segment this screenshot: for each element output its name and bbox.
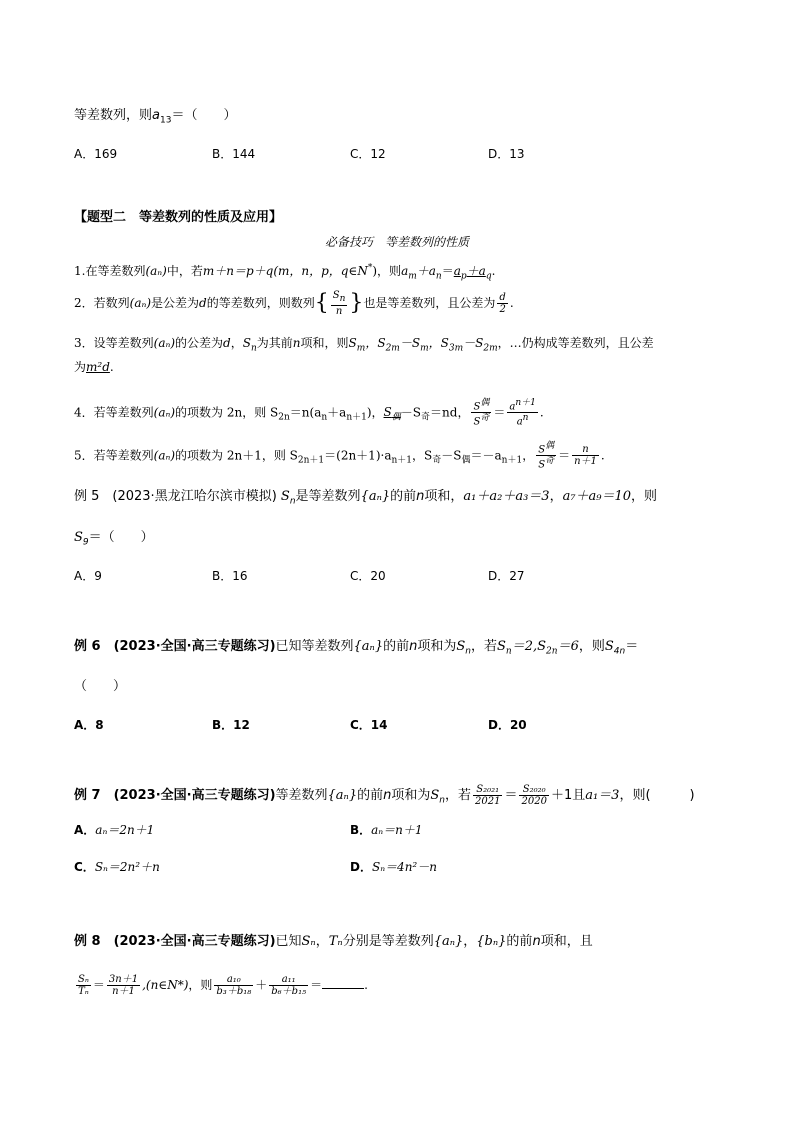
example-6-stem: 例 6 (2023·全国·高三专题练习)已知等差数列{aₙ}的前n项和为$S_n$，若$S_n=2,S_{2n}=6$，则$S_{4n}=$ [74,639,639,657]
math: n [292,336,301,350]
math-seq: (aₙ) [153,448,176,463]
example-6-stem-cont: （ ） [74,679,127,694]
math-seq: {aₙ} [327,788,358,803]
option-c: C．14 [350,718,388,732]
option-b: B．144 [212,147,256,161]
text: 的公差为 [175,336,224,350]
text: 为 [74,360,87,374]
section-subtitle: 必备技巧 等差数列的性质 [324,235,469,249]
option-b: B．16 [212,569,248,583]
math: S [242,336,251,350]
fraction-s-even-over-s-odd: $\frac{S^偶}{S^奇}$ [473,398,490,428]
math-sub: 13 [159,115,172,126]
option-c: C．12 [350,147,386,161]
math: S [74,530,83,545]
math-seq: {bₙ} [476,934,507,949]
fraction-d-over-2: $\frac{d}{2}$ [499,292,506,315]
math-sub: n [435,271,442,282]
option-c: C．Sₙ＝2n²＋n [74,860,160,874]
underlined-answer: $S_偶$ [383,405,401,423]
text: . [109,360,114,374]
example-5-stem: 例 5 (2023·黑龙江哈尔滨市模拟) $S_n$是等差数列{aₙ}的前n项和，a₁＋a₂＋a₃＝3，a₇＋a₉＝10，则 [74,489,658,507]
option-a: A．8 [74,718,104,732]
text: 5．若等差数列 [74,448,154,463]
right-brace-icon: } [349,290,364,316]
text: ＝（ ） [171,108,237,123]
math-seq: {aₙ} [353,639,384,654]
math: d [223,336,231,350]
math: S [280,489,290,504]
section-title: 【题型二 等差数列的性质及应用】 [74,210,283,225]
option-b: B．12 [212,718,250,732]
option-d: D．20 [488,718,527,732]
text: 的项数为 2n＋1，则 S [175,448,298,463]
example-8-stem: 例 8 (2023·全国·高三专题练习)已知Sₙ，Tₙ分别是等差数列{aₙ}，{bₙ}的前n项和，且 [74,934,593,949]
example-label: 例 7 (2023·全国·高三专题练习) [74,788,276,803]
option-d: D．27 [488,569,525,583]
option-b: B．aₙ＝n＋1 [350,823,423,837]
math: a₁＋a₂＋a₃＝3 [463,489,550,504]
math-seq: (aₙ) [153,405,176,420]
math-seq: (aₙ) [153,336,176,350]
math-seq: {aₙ} [433,934,464,949]
fraction-ratio: $\frac{3n+1}{n+1}$ [108,974,139,997]
property-4: 4．若等差数列(aₙ)的项数为 2n，则 $S_{2n}=n(a_n+a_{n+1})$，$S_偶-S_奇=nd$， $\frac{S^偶}{S^奇}$ ＝ $\frac{a^{n+1}}{a^n}$ . [74,398,544,428]
text: 也是等差数列，且公差为 [363,296,496,310]
prev-question-stem [74,106,236,131]
math: d [199,296,207,310]
text: 的等差数列，则数列 [206,296,315,310]
fraction-s-even-over-s-odd: $\frac{S^偶}{S^奇}$ [538,441,555,471]
math: m＋n＝p＋q(m，n，p，q∈N [202,264,368,278]
text: ＝ [441,264,454,278]
option-d: D．Sₙ＝4n²－n [350,860,437,874]
left-brace-icon: { [314,290,329,316]
example-7-stem: 例 7 (2023·全国·高三专题练习)等差数列{aₙ}的前n项和为$S_n$，若 $\frac{\text{S₂₀₂₁}}{2021}$ ＝ $\frac{\text{S₂₀₂₀}}{2020}$ ＋1且a₁＝3，则( ) [74,784,695,807]
fraction-sn-over-tn: $\frac{\text{Sₙ}}{\text{Tₙ}}$ [78,974,89,997]
option-a: A．169 [74,147,118,161]
fraction-s2021: $\frac{\text{S₂₀₂₁}}{2021}$ [475,784,501,807]
math: ＋a [416,264,436,278]
underlined-answer: $a_p+a_q$ [453,264,492,282]
text: 的项数为 2n，则 S [175,405,279,420]
text: . [509,296,514,310]
answer-blank[interactable] [322,976,364,989]
math: a [401,264,409,278]
text: 中，若 [166,264,203,278]
text: 为其前 [256,336,293,350]
underlined-answer: m²d [86,360,110,374]
fraction-s2020: $\frac{\text{S₂₀₂₀}}{2020}$ [521,784,547,807]
fraction-a11: $\frac{\text{a₁₁}}{\text{b₆＋b₁₅}}$ [271,974,307,997]
option-d: D．13 [488,147,525,161]
text: ， [230,336,243,350]
text: 是公差为 [151,296,200,310]
example-5-stem-cont: $S_9=$（ ） [74,530,154,548]
text: 1.在等差数列 [74,264,146,278]
math: a₇＋a₉＝10 [562,489,632,504]
option-a: A．9 [74,569,102,583]
math-sub: m [408,271,417,282]
math-var: a [152,108,160,123]
property-3: 3．设等差数列(aₙ)的公差为d，$S_n$为其前n项和，则$S_m$，$S_{2m}-S_m$，$S_{3m}-S_{2m}$，…仍构成等差数列，且公差 [74,336,654,354]
fraction-a-ratio: $\frac{a^{n+1}}{a^n}$ [509,398,536,428]
text: 3．设等差数列 [74,336,154,350]
example-label: 例 8 (2023·全国·高三专题练习) [74,934,276,949]
fraction-sn-over-n: $\frac{S_n}{n}$ [332,290,346,317]
text: 2．若数列 [74,296,130,310]
math: S [348,336,357,350]
math-seq: {aₙ} [360,489,391,504]
example-8-formula: $\frac{\text{Sₙ}}{\text{Tₙ}}$ ＝ $\frac{3n+1}{n+1}$ ,(n∈N*)，则 $\frac{\text{a₁₀}}{\text{b₃＋b₁₈}}$ ＋ $\frac{\text{a₁₁}}{\text{b₆＋b₁₅}}$ ＝ . [78,974,368,997]
option-a: A．aₙ＝2n＋1 [74,823,155,837]
text: 等差数列，则 [74,108,153,123]
text: 项和，则 [300,336,349,350]
option-c: C．20 [350,569,386,583]
property-1: 1.在等差数列(aₙ)中，若m＋n＝p＋q(m，n，p，q∈N*)，则$a_m+a_n=a_p+a_q$. [74,263,496,282]
math-seq: (aₙ) [145,264,167,278]
math-seq: (aₙ) [129,296,152,310]
example-label: 例 6 (2023·全国·高三专题练习) [74,639,276,654]
text: ，…仍构成等差数列，且公差 [497,336,654,350]
fraction-a10: $\frac{\text{a₁₀}}{\text{b₃＋b₁₈}}$ [216,974,252,997]
property-5: 5．若等差数列(aₙ)的项数为 2n＋1，则 $S_{2n+1}=(2n+1)\cdot a_{n+1}$，$S_奇-S_偶=-a_{n+1}$， $\frac{S^偶}{S^奇}$ ＝ $\frac{n}{n+1}$ . [74,441,605,471]
text: 4．若等差数列 [74,405,154,420]
math-condition: $S_n=2,S_{2n}=6$ [497,639,579,657]
fraction-n-ratio: $\frac{n}{n+1}$ [574,444,597,468]
text: . [491,264,496,278]
text: )，则 [372,264,402,278]
property-2 [74,290,514,317]
example-label: 例 5 (2023·黑龙江哈尔滨市模拟) [74,489,277,504]
property-3-cont [74,357,114,377]
